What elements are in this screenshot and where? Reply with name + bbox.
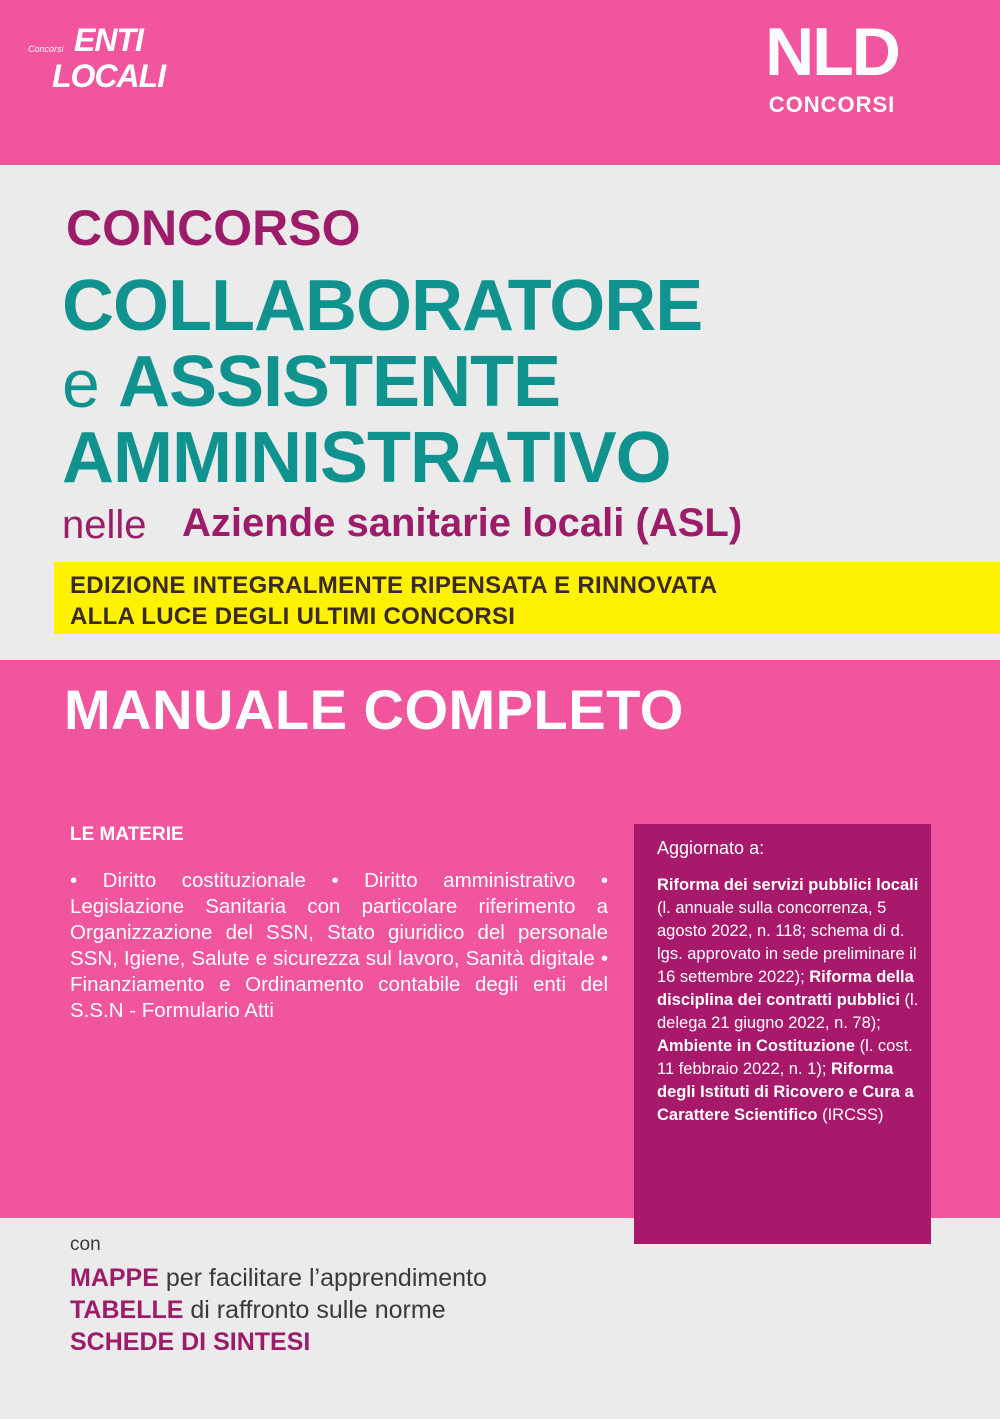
title-asl: Aziende sanitarie locali (ASL) — [182, 501, 743, 545]
materie-text: • Diritto costituzionale • Diritto amministrativo • Legislazione Sanitaria con particolare riferimento a Organizzazione del SSN, Stato giuridico del personale SSN, Igiene, Salute e sicurezza sul lavoro, Sanità digitale • Finanziamento e Ordinamento contabile degli enti del S.S.N - Formulario Atti — [70, 869, 608, 1022]
title-concorso: CONCORSO — [66, 200, 361, 256]
update-title: Aggiornato a: — [657, 838, 765, 858]
update-item-4-text: (IRCSS) — [817, 1106, 884, 1124]
features-con: con — [70, 1234, 101, 1255]
enti-locali-logo-locali: LOCALI — [52, 58, 166, 94]
nld-logo: NLD — [765, 14, 899, 90]
update-item-2-text: (l. delega 21 giugno 2022, n. 78); — [657, 991, 919, 1032]
title-line2: ASSISTENTE — [118, 342, 561, 422]
update-item-1-text: (l. annuale sulla concorrenza, 5 agosto 2022, n. 118; schema di d. lgs. approvato in sede preliminare il 16 settembre 2022); — [657, 899, 917, 986]
feature-schede: SCHEDE DI SINTESI — [70, 1328, 311, 1356]
update-item-3-bold: Ambiente in Costituzione — [657, 1037, 855, 1055]
nld-logo-sub: CONCORSI — [768, 92, 896, 117]
materie-title: LE MATERIE — [70, 824, 184, 845]
enti-locali-logo-enti: ENTI — [74, 22, 143, 58]
feature-mappe-bold: MAPPE — [70, 1264, 159, 1292]
update-item-1-bold: Riforma dei servizi pubblici locali — [657, 876, 919, 894]
feature-tabelle-text: di raffronto sulle norme — [183, 1296, 446, 1324]
update-item-3-text: (l. cost. 11 febbraio 2022, n. 1); — [657, 1037, 913, 1078]
title-line3: AMMINISTRATIVO — [62, 418, 671, 498]
feature-mappe-text: per facilitare l’apprendimento — [158, 1264, 487, 1292]
feature-tabelle — [70, 1298, 446, 1323]
enti-locali-logo-small: Concorsi — [28, 44, 64, 54]
update-item-2-bold: Riforma della disciplina dei contratti pubblici — [657, 968, 914, 1009]
title-nelle: nelle — [62, 503, 147, 547]
update-item-4-bold: Riforma degli Istituti di Ricovero e Cura a Carattere Scientifico — [657, 1060, 914, 1124]
update-list — [657, 874, 925, 1127]
feature-tabelle-bold: TABELLE — [70, 1296, 184, 1324]
manuale-completo: MANUALE COMPLETO — [64, 678, 684, 741]
title-line1: COLLABORATORE — [62, 266, 703, 346]
feature-mappe — [70, 1266, 487, 1291]
edition-line1: EDIZIONE INTEGRALMENTE RIPENSATA E RINNOVATA — [70, 572, 718, 599]
title-connector: e — [62, 346, 100, 422]
edition-line2: ALLA LUCE DEGLI ULTIMI CONCORSI — [70, 603, 516, 630]
